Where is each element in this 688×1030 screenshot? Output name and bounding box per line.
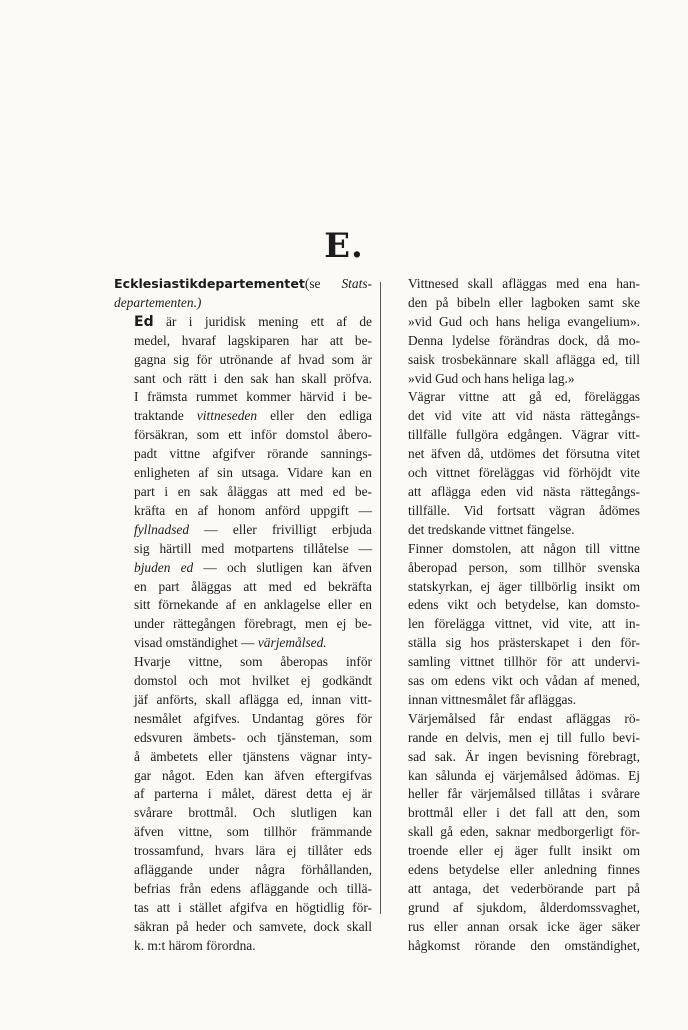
text-line: rande en delvis, men ej till fullo bevi- xyxy=(408,729,640,745)
text-line: befrias från edens afläggande och tillä- xyxy=(134,881,372,896)
text-line: Hvarje vittne, som åberopas inför xyxy=(134,654,372,670)
text-line: innan vittnesmålet får afläggas. xyxy=(408,691,577,707)
text-line: svårare brottmål. Och slutligen kan xyxy=(134,805,372,821)
cross-reference: departementen.) xyxy=(114,294,202,310)
text-segment: visad omständighet — xyxy=(134,635,258,651)
text-line: domstol och mot hvilket ej godkändt xyxy=(134,673,372,689)
text-line: brottmål eller i det fall att den, som xyxy=(408,805,640,821)
right-paragraph-4 xyxy=(388,710,640,956)
text-line: en part åläggas att med ed bekräfta xyxy=(134,578,372,594)
headword-ecklesiastikdepartementet: Ecklesiastikdepartementet xyxy=(114,276,305,291)
italic-term: fyllnadsed xyxy=(134,521,190,537)
text-line: är i juridisk mening ett af de xyxy=(153,313,372,329)
text-line: sant och rätt i den sak han skall pröfva. xyxy=(134,370,372,386)
entry-line xyxy=(114,313,372,332)
text-line: gar något. Eden kan äfven eftergifvas xyxy=(134,767,372,783)
text-line: den på bibeln eller lagboken samt ske xyxy=(408,294,640,310)
text-line: edens vikt och betydelse, kan domsto- xyxy=(408,597,640,613)
right-paragraph-2 xyxy=(388,388,640,539)
text-line: sitt förnekande af en anklagelse eller en xyxy=(134,597,372,613)
text-line: Vittnesed skall afläggas med ena han- xyxy=(408,276,640,291)
text-line: »vid Gud och hans heliga lag.» xyxy=(408,370,575,386)
text-line: net äfven då, utdömes det försutna vitet xyxy=(408,446,640,462)
italic-term: vittneseden xyxy=(196,408,258,424)
text-line xyxy=(114,634,372,653)
text-line: sas om edens vikt och vådan af mened, xyxy=(408,673,640,689)
text-line: att aflägga eden vid nästa rättegångs- xyxy=(408,483,640,499)
text-line: heller får värjemålsed tillåtas i svårare xyxy=(408,786,640,802)
italic-term: värjemålsed. xyxy=(257,635,327,651)
left-column xyxy=(114,275,372,956)
text-line: af parterna i målet, därest detta ej är xyxy=(134,786,372,802)
text-line: Finner domstolen, att någon till vittne xyxy=(408,540,640,556)
text-line: tillfälle fullgöra edgången. Vägrar vitt- xyxy=(408,427,640,443)
text-line: säkran på heder och samvete, dock skall xyxy=(134,918,372,934)
text-line: sad sak. Är ingen bevisning förebragt, xyxy=(408,748,640,764)
text-segment: eller den edliga xyxy=(257,408,372,424)
text-line: det vid vite att vid nästa rättegångs- xyxy=(408,408,640,424)
section-letter: E. xyxy=(324,226,364,266)
text-line: äfven vittne, som tillhör främmande xyxy=(134,824,372,840)
text-line: det tredskande vittnet fängelse. xyxy=(408,521,575,537)
text-line: edens betydelse eller anledning finnes xyxy=(408,862,640,878)
text-line: trossamfund, hvars lära ej tillåter eds xyxy=(134,843,372,859)
text-line: kan sålunda ej värjemålsed ådömas. Ej xyxy=(408,767,640,783)
entry-ed-paragraph-2 xyxy=(114,653,372,956)
text-segment: traktande xyxy=(134,408,197,424)
column-divider xyxy=(380,282,381,914)
text-line: sig härtill med motpartens tillåtelse — xyxy=(134,540,372,556)
text-line: Värjemålsed får endast afläggas rö- xyxy=(408,710,640,726)
text-line: och vittnet föreläggas vid förhöjdt vite xyxy=(408,465,640,481)
text-line: afläggande under några förhållanden, xyxy=(134,862,372,878)
cross-reference: Stats- xyxy=(341,276,372,291)
right-paragraph-3 xyxy=(388,540,640,710)
text-line: Denna lydelse förändras dock, då mo- xyxy=(408,332,640,348)
text-segment: — och slutligen kan äfven xyxy=(193,559,372,575)
entry-ed-paragraph-1 xyxy=(114,313,372,653)
text-line xyxy=(114,521,372,540)
text-line: medel, hvaraf lagskiparen har att be- xyxy=(134,332,372,348)
text-line: samling vittnet tillhör för att undervi- xyxy=(408,654,640,670)
italic-term: bjuden ed xyxy=(134,559,194,575)
text-line: tas att i stället afgifva en högtidlig för- xyxy=(134,899,372,915)
text-line: under rättegången förebragt, men ej be- xyxy=(134,616,372,632)
entry-line xyxy=(114,294,372,313)
text-line: gagna sig för utrönande af hvad som är xyxy=(134,351,372,367)
text-line: kräfta en af honom anförd uppgift — xyxy=(134,502,372,518)
text-line: rus eller annan orsak icke äger säker xyxy=(408,918,640,934)
text-line: jäf anförts, skall aflägga ed, innan vitt- xyxy=(134,691,372,707)
text-line: försäkran, som ett inför domstol åbero- xyxy=(134,427,372,443)
text-line: edsvuren ämbets- och tjänsteman, som xyxy=(134,729,372,745)
text-line: »vid Gud och hans heliga evangelium». xyxy=(408,313,640,329)
text-line: att antaga, det vederbörande part på xyxy=(408,881,640,896)
cross-reference-prefix: (se xyxy=(304,276,342,291)
text-line: k. m:t härom förordna. xyxy=(134,937,256,953)
text-line: nesmålet afgifves. Undantag göres för xyxy=(134,710,372,726)
text-line: ställa sig hos prästerskapet i den för- xyxy=(408,635,640,651)
text-line: grund af sjukdom, ålderdomssvaghet, xyxy=(408,899,640,915)
right-column xyxy=(388,275,640,956)
text-line: saisk trosbekännare skall aflägga ed, till xyxy=(408,351,640,367)
text-line: troende eller ej äger fullt insikt om xyxy=(408,843,640,859)
entry-ecklesiastikdepartementet xyxy=(114,275,372,313)
text-line: å ämbetets eller tjänstens vägnar inty- xyxy=(134,748,372,764)
text-line: skall gå eden, saknar medborgerligt för- xyxy=(408,824,640,840)
text-line: padt vittne afgifver rörande sannings- xyxy=(134,446,372,462)
text-line: statskyrkan, ej äger tillbörlig insikt om xyxy=(408,578,640,594)
text-line: tillfälle. Vid fortsatt vägran ådömes xyxy=(408,502,640,518)
text-line: Vägrar vittne att gå ed, föreläggas xyxy=(408,389,640,405)
entry-line xyxy=(114,275,372,294)
text-line xyxy=(114,559,372,578)
text-line: åberopad person, som tillhör svenska xyxy=(408,559,640,575)
right-paragraph-1 xyxy=(388,275,640,388)
text-line: part i en sak åläggas att med ed be- xyxy=(134,483,372,499)
text-line: hågkomst rörande den omständighet, xyxy=(408,937,640,953)
text-segment: — eller frivilligt erbjuda xyxy=(189,521,372,537)
text-line: len förelägga vittnet, vid vite, att in- xyxy=(408,616,640,632)
headword-ed: Ed xyxy=(134,313,154,330)
text-line: I främsta rummet kommer härvid i be- xyxy=(134,389,372,405)
text-line: enligheten af sin utsaga. Vidare kan en xyxy=(134,465,372,481)
text-line xyxy=(114,407,372,426)
